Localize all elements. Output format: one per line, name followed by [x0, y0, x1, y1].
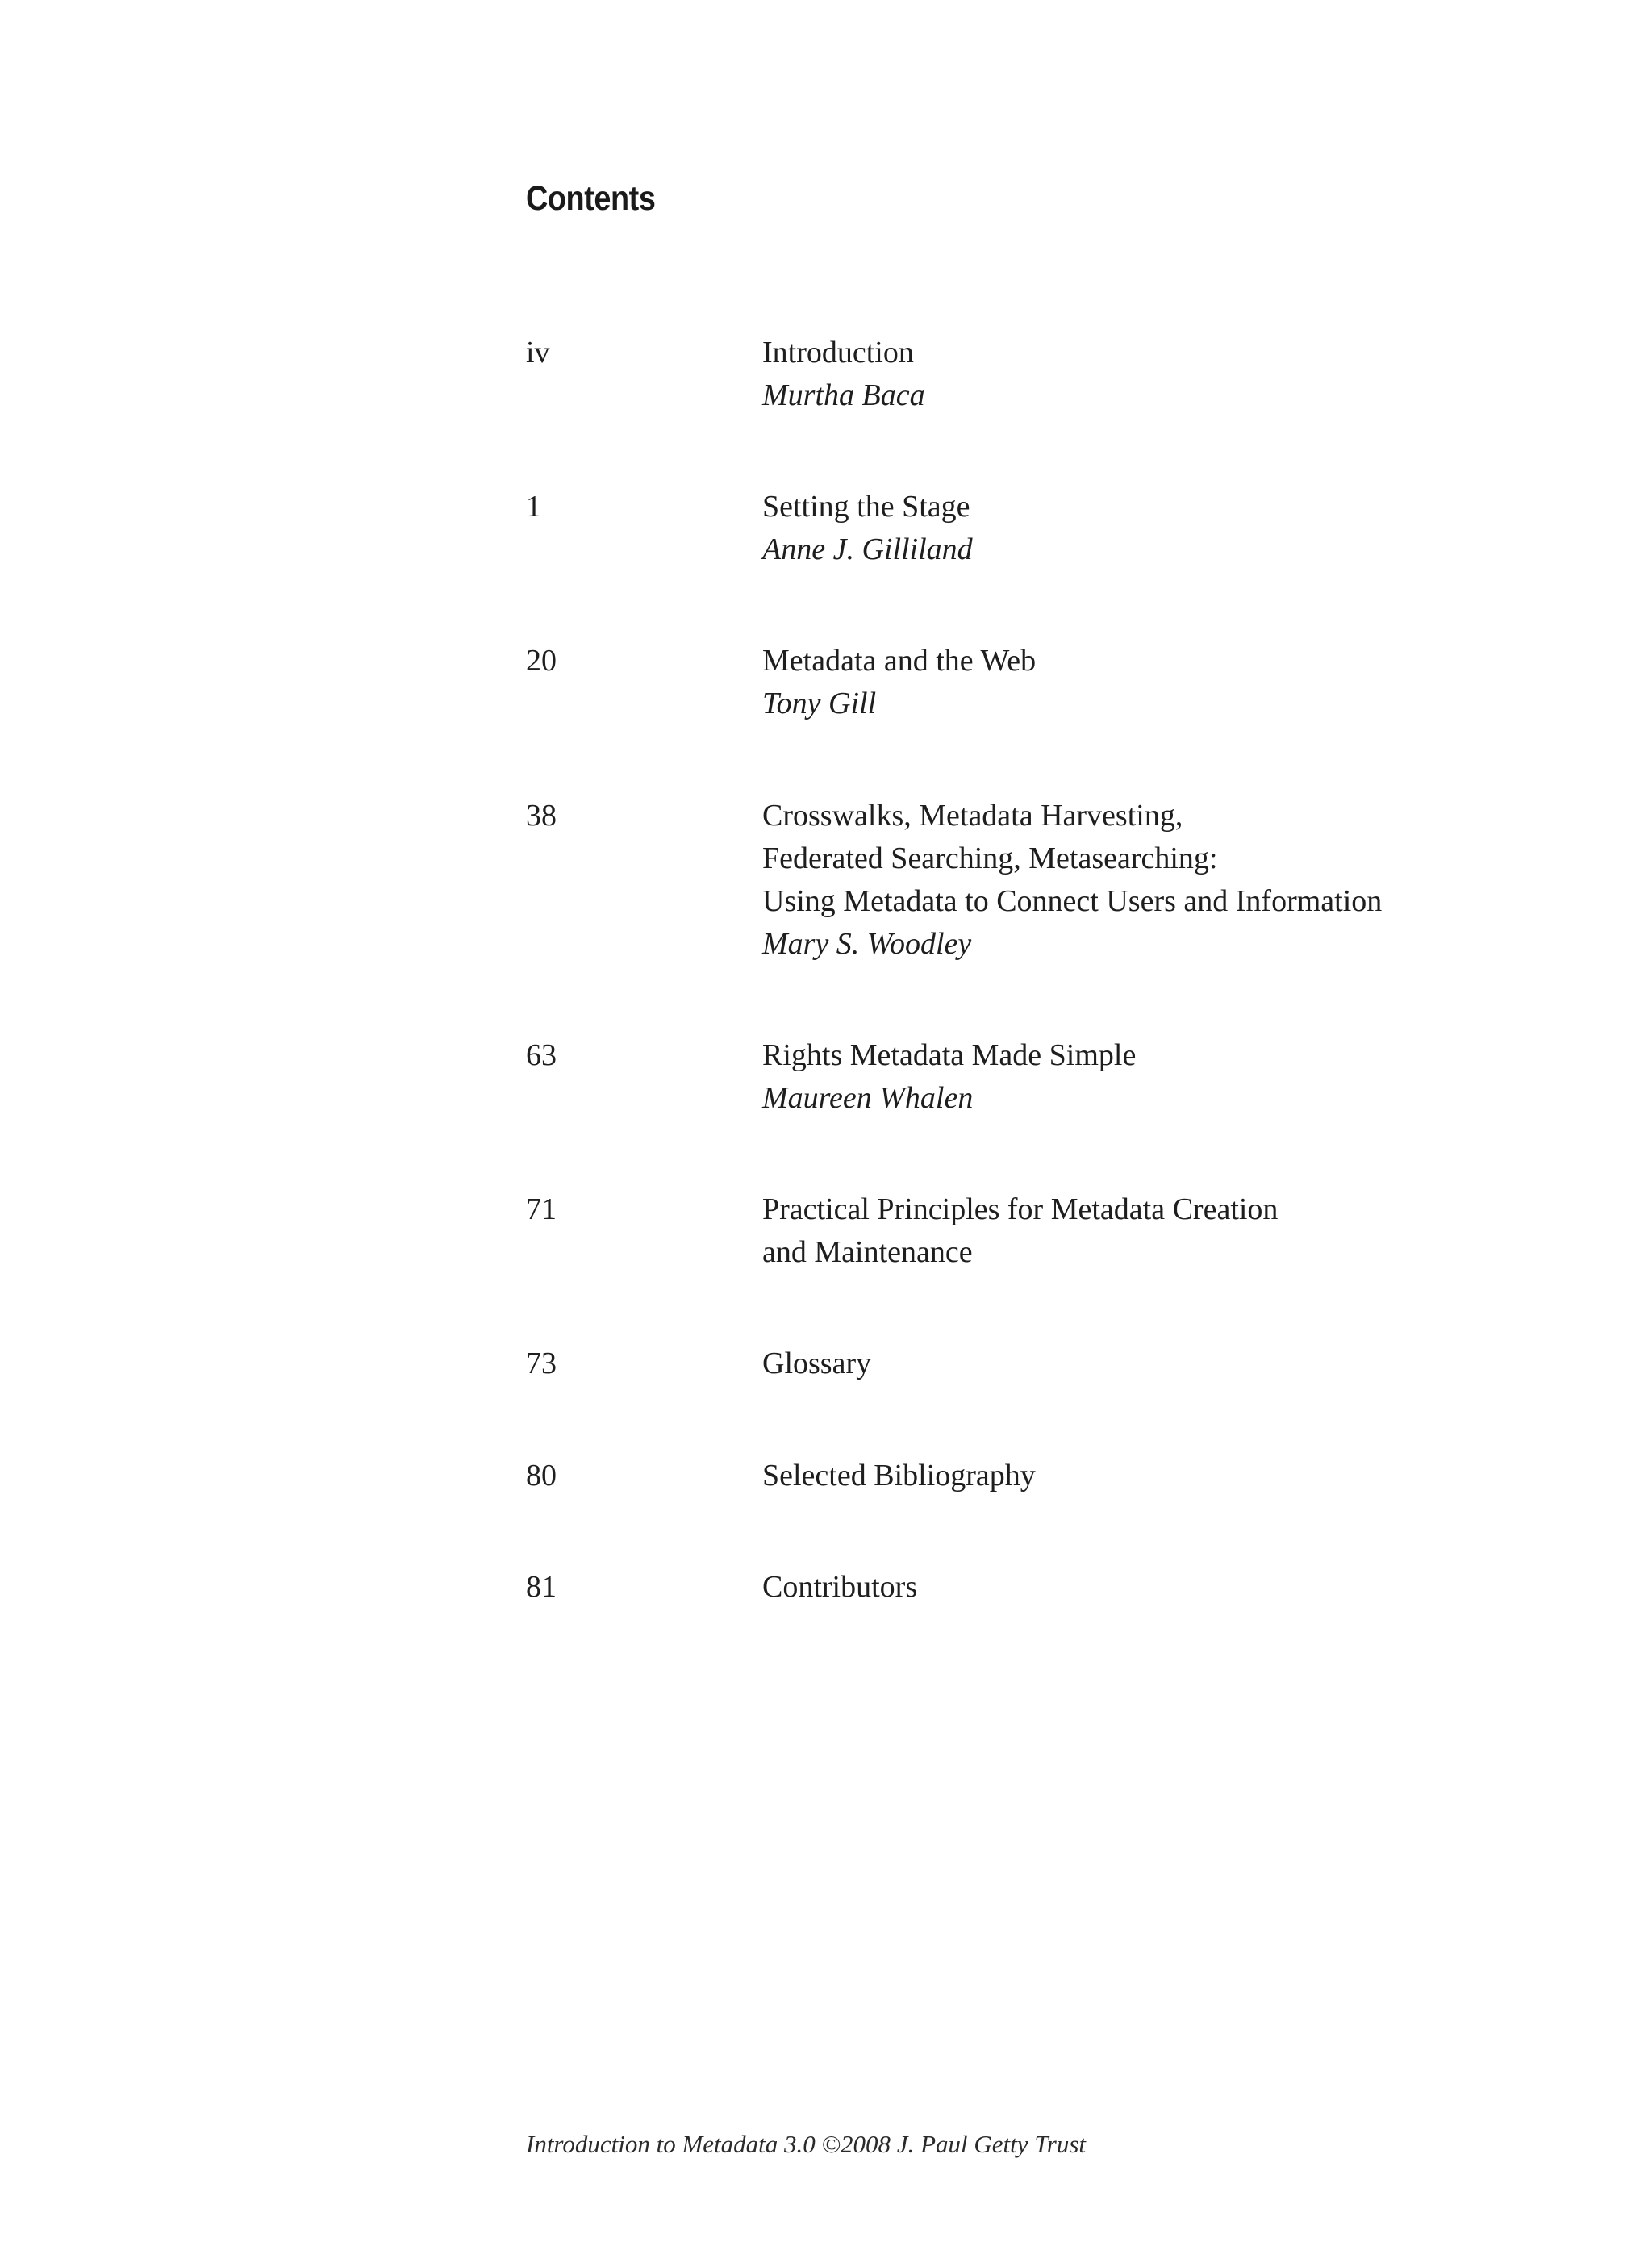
toc-entry-text — [762, 486, 1617, 571]
toc-page-number: 71 — [526, 1192, 557, 1226]
toc-entry-text — [762, 1034, 1617, 1120]
toc-entry-title: Introduction — [762, 336, 914, 369]
toc-entry-title: Using Metadata to Connect Users and Information — [762, 884, 1383, 918]
toc-entry-author: Anne J. Gilliland — [762, 532, 973, 566]
toc-entry-title: Federated Searching, Metasearching: — [762, 841, 1218, 875]
toc-page-number: 1 — [526, 490, 541, 524]
toc-entry-title: Glossary — [762, 1346, 872, 1380]
toc-entry-author: Tony Gill — [762, 687, 877, 720]
toc-entry-text — [762, 1188, 1617, 1274]
page-footer: Introduction to Metadata 3.0 ©2008 J. Paul Getty Trust — [526, 2130, 1087, 2158]
toc-page-number: 73 — [526, 1346, 557, 1380]
toc-entry-title: Rights Metadata Made Simple — [762, 1038, 1137, 1072]
toc-entry-text — [762, 1566, 1617, 1609]
toc-entry-text — [762, 1342, 1617, 1385]
toc-page-number: 38 — [526, 799, 557, 833]
toc-entry-title: Practical Principles for Metadata Creation — [762, 1192, 1279, 1226]
page-title: Contents — [526, 179, 656, 218]
toc-page-number: 81 — [526, 1570, 557, 1604]
toc-entry-author: Murtha Baca — [762, 378, 925, 412]
toc-page-number: iv — [526, 336, 550, 369]
toc-entry-author: Mary S. Woodley — [762, 927, 972, 961]
toc-entry-title: and Maintenance — [762, 1235, 973, 1269]
toc-entry-text — [762, 1455, 1617, 1497]
toc-entry-title: Contributors — [762, 1570, 918, 1604]
toc-page-number: 20 — [526, 644, 557, 678]
toc-page-number: 63 — [526, 1038, 557, 1072]
toc-entry-text — [762, 640, 1617, 725]
toc-entry-title: Metadata and the Web — [762, 644, 1037, 678]
toc-entry-title: Selected Bibliography — [762, 1459, 1036, 1493]
toc-entry-text — [762, 332, 1617, 417]
toc-page-number: 80 — [526, 1459, 557, 1493]
toc-entry-title: Crosswalks, Metadata Harvesting, — [762, 799, 1183, 833]
toc-entry-author: Maureen Whalen — [762, 1081, 974, 1115]
toc-entry-title: Setting the Stage — [762, 490, 970, 524]
toc-entry-text — [762, 795, 1617, 966]
